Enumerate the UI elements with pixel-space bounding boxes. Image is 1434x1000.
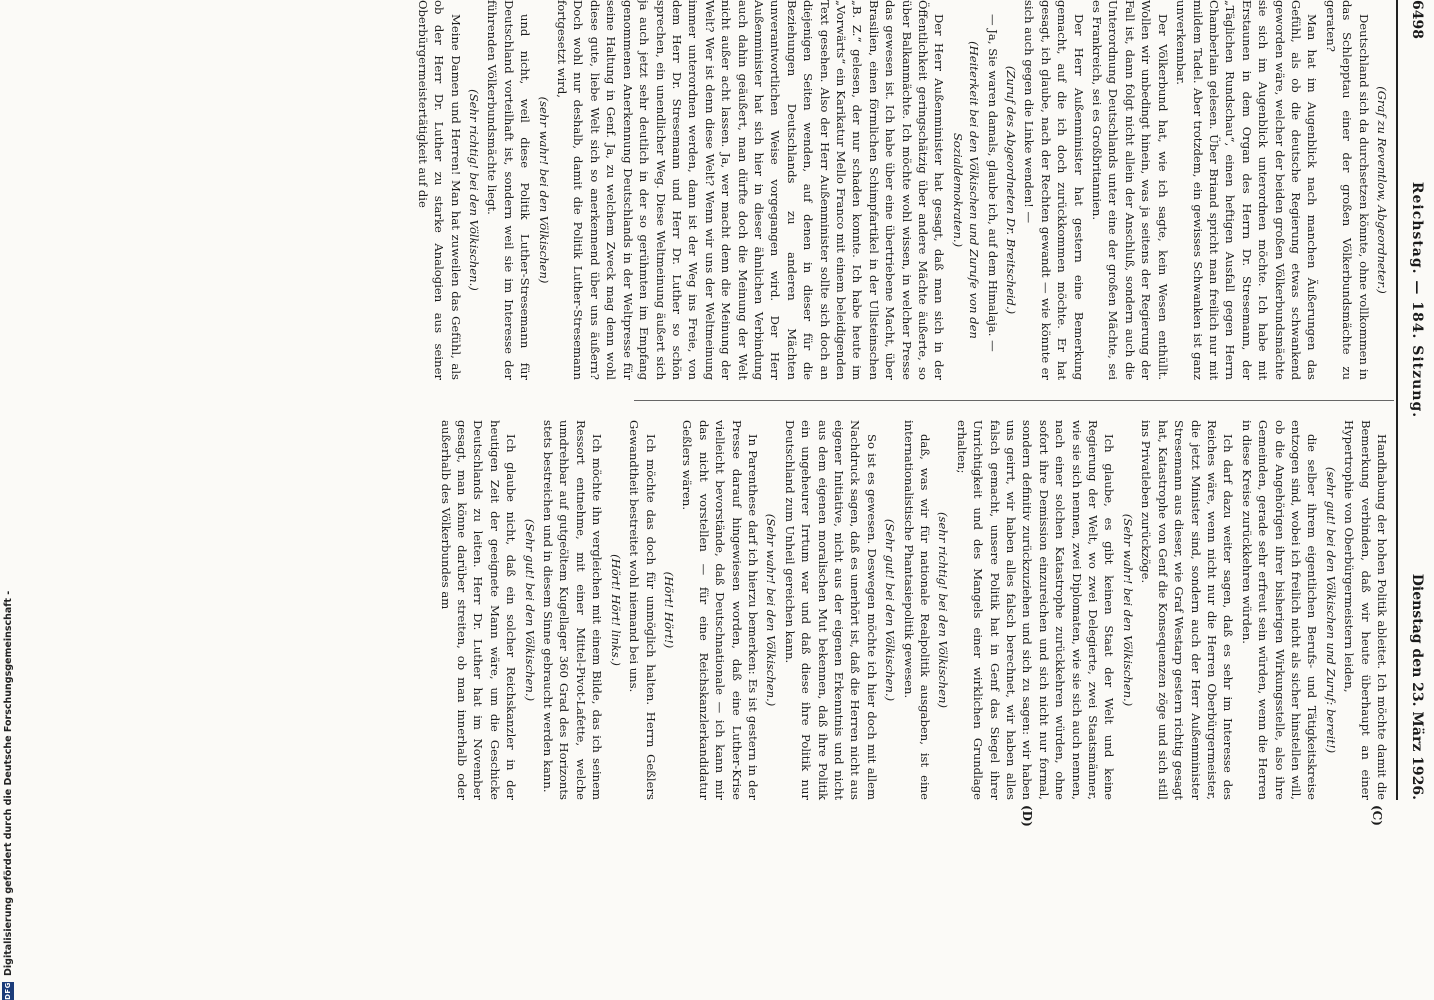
- paragraph: (sehr wahr! bei den Völkischen): [536, 96, 551, 284]
- session-date: Dienstag den 23. März 1926.: [1409, 573, 1425, 800]
- paragraph: Ich möchte ihn vergleichen mit einem Bilde, das ich seinem Ressort entnehme, mit einer Mittel-Pivot-Lafette, welche umdrehbar auf gutgeöltem Kugellager 360 Grad des Horizonts stets bestreichen und in diesem Sinne gebraucht werden kann.: [541, 420, 605, 800]
- page-number: 6498: [1409, 0, 1425, 39]
- paragraph: Ich glaube nicht, daß ein solcher Reichskanzler in der heutigen Zeit der geeignete Mann wäre, um die Geschicke Deutschlands zu leiten. Herr Dr. Luther hat im November gesagt, man könne darüber streiten, ob man innerhalb oder außerhalb des Völkerbundes am: [438, 420, 519, 800]
- page-title: Reichstag. — 184. Sitzung.: [1409, 181, 1425, 419]
- paragraph: In Parenthese darf ich hierzu bemerken: Es ist gestern in der Presse darauf hingewiesen worden, daß eine Luther-Krise vielleicht bevorstände, daß Deutschnationale — ich kann mir das nicht vorstellen — für eine Reichskanzlerkandidatur Geßlers wären.: [680, 420, 760, 800]
- paragraph: die selber ihrem eigentlichen Berufs- und Tätigkeitskreise entzogen sind, wobei ich freilich nicht als sicher hinstellen will, ob die Angehörigen ihrer bisherigen Wirkungsstelle, also ihre Gemeinden, gerade sehr erfreut sein würden, wenn die Herren in diese Kreise zurückkehren würden.: [1239, 420, 1320, 800]
- paragraph: (Hört! Hört! links.): [608, 554, 623, 666]
- paragraph: Ich glaube, es gibt keinen Staat der Welt und keine Regierung der Welt, wo zwei Delegierte, zwei Staatsmänner, wie sie sich nennen, zwei Diplomaten, wie sie sich auch nennen, nach einer solchen Katastrophe zurückkehren würden, ohne sofort ihre Demission einzureichen und sich nicht nur formal, sondern definitiv zurückzuziehen und sich zu sagen: wir haben uns geirrt, wir haben alles falsch berechnet, wir haben alles falsch gemacht, unsere Politik hat in Genf das Siegel ihrer Unrichtigkeit und des Mangels einer wirklichen Grundlage erhalten;: [954, 420, 1117, 800]
- paragraph: (Graf zu Reventlow, Abgeordneter.): [1375, 86, 1389, 294]
- digitization-credit: Digitalisierung gefördert durch die Deutsche Forschungsgemeinschaft -: [2, 590, 14, 976]
- page-header: [1400, 0, 1434, 800]
- paragraph: (Sehr gut! bei den Völkischen.): [883, 518, 898, 702]
- paragraph: Ich möchte das doch für unmöglich halten. Herrn Geßlers Gewandtheit bestreitet wohl niemand bei uns.: [627, 420, 658, 800]
- digitization-note: [2, 0, 16, 1000]
- paragraph: So ist es gewesen. Deswegen möchte ich hier doch mit allem Nachdruck sagen, daß es unerhört ist, daß die Herren nicht aus eigener Initiative, nicht aus der eigenen Erkenntnis und nicht aus dem eigenen moralischen Mut bekennen, daß ihre Politik ein ungeheurer Irrtum war und daß diese ihre Politik nur Deutschland zum Unheil gereichen kann.: [782, 420, 879, 800]
- paragraph: Deutschland sich da durchsetzen könnte, ohne vollkommen in das Schlepptau einer der großen Völkerbundsmächte zu geraten?: [1323, 0, 1371, 380]
- paragraph: Der Herr Außenminister hat gesagt, daß man sich in der Öffentlichkeit geringschätzig über andere Mächte äußerte, so über Balkanmächte. Ich möchte wohl wissen, in welcher Presse das gewesen ist. Ich habe über eine übertriebene Macht, über Brasilien, einen förmlichen Schimpfartikel in der Ullsteinschen „B. Z.“ gelesen, der nur schaden konnte. Ich habe heute im „Vorwärts“ ein Karikatur Mello Franco mit einem beleidigenden Text gesehen. Also der Herr Außenminister sollte sich doch an diejenigen Seiten wenden, auf denen in dieser für die Beziehungen Deutschlands zu anderen Mächten unverantwortlichen Weise vorgegangen wird. Der Herr Außenminister hat sich hier in dieser ähnlichen Verbindung auch dahin geäußert, man dürfte doch die Meinung der Welt nicht außer acht lassen. Ja, wer macht denn die Meinung der Welt? Wer ist denn diese Welt? Wenn wir uns der Weltmeinung immer unterordnen werden, dann ist der Weg ins Freie, von dem Herr Dr. Stresemann und Herr Dr. Luther so schön sprechen, ein unendlicher Weg. Diese Weltmeinung äußert sich ja auch jetzt sehr deutlich in der so gerühmten im Empfang genommenen Anerkennung Deutschlands in der Weltpresse für seine Haltung in Genf. Ja, zu welchem Zweck mag denn wohl diese gute, liebe Welt sich so anerkennend über uns äußern? Doch wohl nur deshalb, damit die Politik Luther-Stresemann fortgesetzt wird,: [555, 0, 947, 380]
- paragraph: (Zuruf des Abgeordneten Dr. Breitscheid.): [1004, 65, 1019, 315]
- paragraph: (Sehr gut! bei den Völkischen.): [522, 518, 537, 702]
- paragraph: (sehr richtig! bei den Völkischen): [936, 512, 951, 708]
- column-separator: [634, 400, 1394, 401]
- paragraph: (Sehr wahr! bei den Völkischen.): [1120, 513, 1135, 707]
- paragraph: (Sehr wahr! bei den Völkischen.): [764, 513, 779, 707]
- paragraph: Ich darf dazu weiter sagen, daß es sehr im Interesse des Reiches wäre, wenn nicht nur die Herren Oberbürgermeister, die jetzt Minister sind, sondern auch der Herr Außenminister Stresemann aus dieser, wie Graf Westarp gestern richtig gesagt hat, Katastrophe von Genf die Konsequenzen zöge und sich still ins Privatleben zurückzöge.: [1139, 420, 1236, 800]
- paragraph: Der Völkerbund hat, wie ich sagte, kein Wesen enthüllt. Wollen wir unbedingt hinein, was ja seitens der Regierung der Fall ist, dann folgt nicht allein der Anschluß, sondern auch die Unterordnung Deutschlands unter eine der großen Mächte, sei es Frankreich, sei es Großbritannien.: [1090, 0, 1170, 380]
- paragraph: (Hört! Hört!): [661, 571, 676, 649]
- paragraph: (Heiterkeit bei den Völkischen und Zurufe von den Sozialdemokraten.): [950, 41, 982, 339]
- paragraph: daß, was wir für nationale Realpolitik ausgaben, ist eine internationalistische Phantasiepolitik gewesen.: [901, 420, 933, 800]
- right-column: [438, 420, 1390, 800]
- left-column: [415, 0, 1390, 380]
- paragraph: und nicht, weil diese Politik Luther-Stresemann für Deutschland vorteilhaft ist, sondern weil sie im Interesse der führenden Völkerbundsmächte liegt.: [485, 0, 533, 380]
- paragraph: Der Herr Außenminister hat gestern eine Bemerkung gemacht, auf die ich doch zurückkommen möchte. Er hat gesagt, ich glaube, nach der Rechten gewandt — wie könnte er sich auch gegen die Linke wenden! —: [1022, 0, 1086, 380]
- dfg-logo-icon: DFG: [4, 982, 12, 1000]
- paragraph: — Ja, Sie waren damals, glaube ich, auf dem Himalaja. —: [985, 14, 1000, 352]
- paragraph: Man hat im Augenblick nach manchen Äußerungen das Gefühl, als ob die deutsche Regierung etwas schwankend geworden wäre, welcher der beiden großen Völkerbundsmächte sie sich im Augenblick unterordnen möchte. Ich habe mit Erstaunen in dem Organ des Herrn Dr. Stresemann, der „Täglichen Rundschau“, einen heftigen Ausfall gegen Herrn Chamberlain gelesen. Über Briand spricht man freilich nur mit mildem Tadel. Aber trotzdem, ein gewisses Schwanken ist ganz unverkennbar.: [1174, 0, 1320, 380]
- rotated-page: [89, 0, 1434, 930]
- paragraph: Handhabung der hohen Politik ableitet. Ich möchte damit die Bemerkung verbinden, daß wir heute überhaupt an einer Hypertrophie von Oberbürgermeistern leiden,: [1342, 420, 1389, 800]
- margin-marker-d: (D): [1020, 805, 1034, 827]
- margin-marker-c: (C): [1370, 805, 1384, 826]
- header-rule: [1396, 0, 1398, 800]
- paragraph: (sehr gut! bei den Völkischen und Zuruf: bereit!): [1323, 466, 1338, 754]
- paragraph: Meine Damen und Herren! Man hat zuweilen das Gefühl, als ob der Herr Dr. Luther zu starke Analogien aus seiner Oberbürgermeistertätigkeit auf die: [415, 0, 463, 380]
- paragraph: (Sehr richtig! bei den Völkischen.): [467, 89, 482, 291]
